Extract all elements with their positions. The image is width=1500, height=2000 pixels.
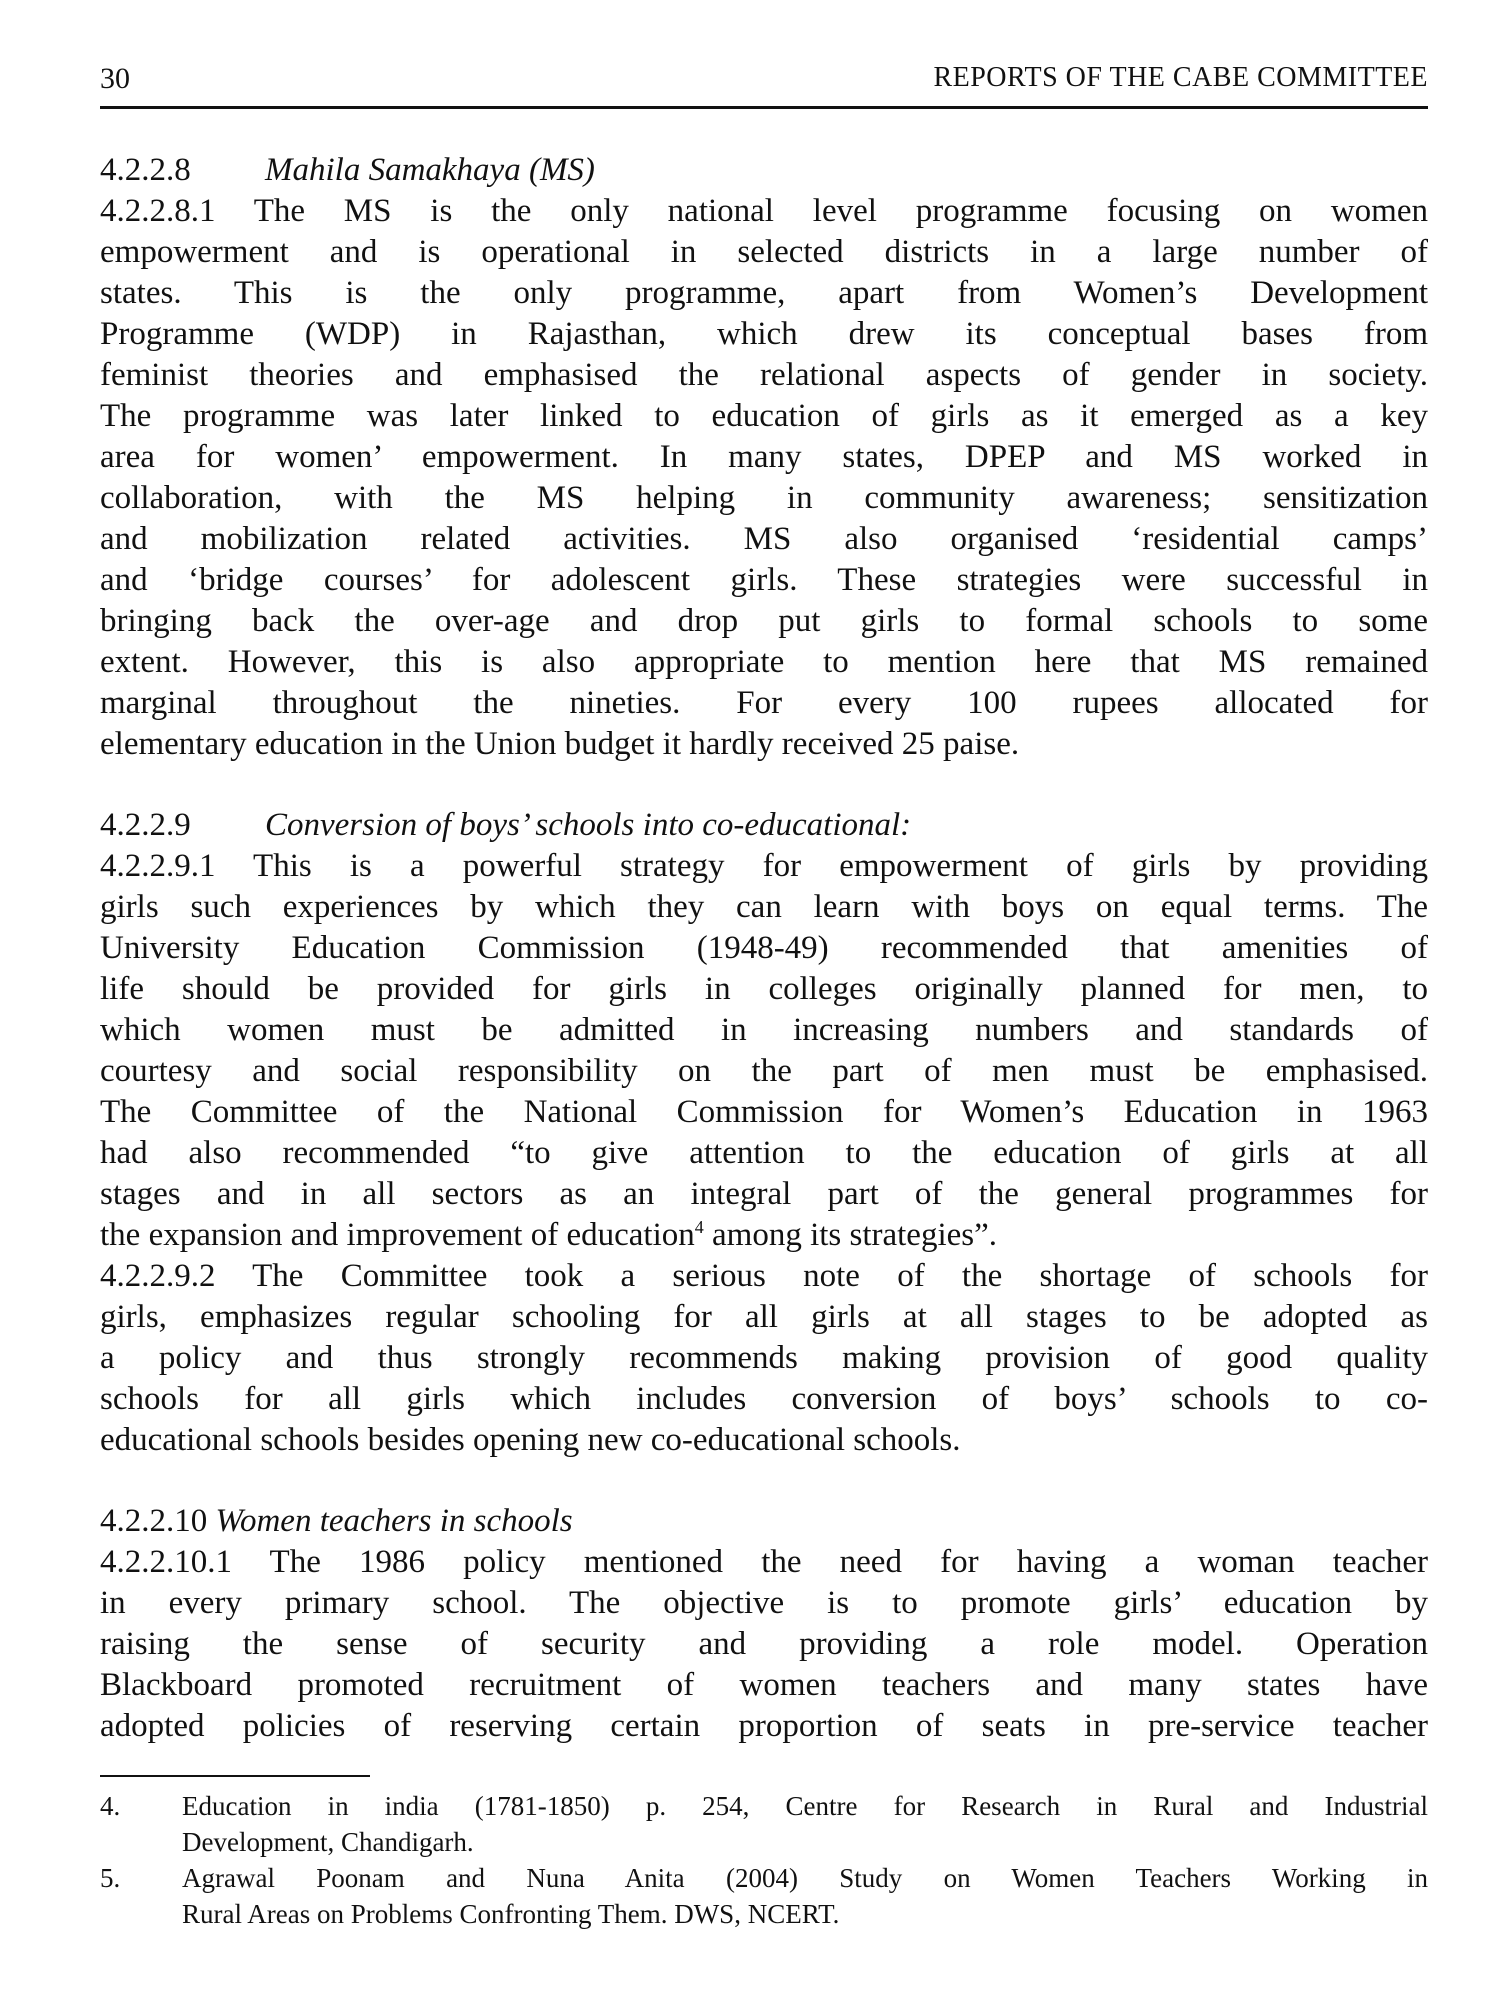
paragraph-line: life should be provided for girls in colleges originally planned for men, to — [100, 971, 1428, 1007]
footnote-number: 4. — [100, 1791, 121, 1821]
footnote-divider — [100, 1775, 370, 1777]
section-heading-4-2-2-9 — [100, 805, 1428, 846]
line-text: the expansion and improvement of education — [100, 1217, 695, 1253]
paragraph-line: marginal throughout the nineties. For every 100 rupees allocated for — [100, 685, 1428, 721]
paragraph-line: The Committee of the National Commission for Women’s Education in 1963 — [100, 1094, 1428, 1130]
paragraph-line: feminist theories and emphasised the relational aspects of gender in society. — [100, 357, 1428, 393]
paragraph-line: 4.2.2.9.1 This is a powerful strategy for empowerment of girls by providing — [100, 848, 1428, 884]
section-heading-4-2-2-10 — [100, 1501, 1428, 1542]
paragraph-line: courtesy and social responsibility on the part of men must be emphasised. — [100, 1053, 1428, 1089]
footnote-4 — [100, 1788, 1428, 1860]
section-number: 4.2.2.10 — [100, 1503, 208, 1539]
paragraph-line: Blackboard promoted recruitment of women teachers and many states have — [100, 1667, 1428, 1703]
paragraph-line-with-footnote — [100, 1215, 1428, 1256]
paragraph-line: had also recommended “to give attention to the education of girls at all — [100, 1135, 1428, 1171]
paragraph-line: University Education Commission (1948-49) recommended that amenities of — [100, 930, 1428, 966]
footnote-line: Education in india (1781-1850) p. 254, Centre for Research in Rural and Industrial — [182, 1791, 1428, 1821]
paragraph-line: bringing back the over-age and drop put girls to formal schools to some — [100, 603, 1428, 639]
paragraph-line: 4.2.2.10.1 The 1986 policy mentioned the need for having a woman teacher — [100, 1544, 1428, 1580]
paragraph-line: schools for all girls which includes conversion of boys’ schools to co- — [100, 1381, 1428, 1417]
line-text: among its strategies”. — [703, 1217, 998, 1253]
paragraph-line: 4.2.2.8.1 The MS is the only national level programme focusing on women — [100, 193, 1428, 229]
paragraph-line: empowerment and is operational in selected districts in a large number of — [100, 234, 1428, 270]
paragraph-line: The programme was later linked to education of girls as it emerged as a key — [100, 398, 1428, 434]
paragraph-line: a policy and thus strongly recommends making provision of good quality — [100, 1340, 1428, 1376]
footnote-line: Development, Chandigarh. — [182, 1827, 474, 1857]
paragraph-line: in every primary school. The objective is to promote girls’ education by — [100, 1585, 1428, 1621]
section-title: Women teachers in schools — [215, 1503, 573, 1539]
footnote-line: Rural Areas on Problems Confronting Them. DWS, NCERT. — [182, 1899, 840, 1929]
section-heading-4-2-2-8 — [100, 150, 1428, 191]
paragraph-line: collaboration, with the MS helping in community awareness; sensitization — [100, 480, 1428, 516]
paragraph-line: educational schools besides opening new co-educational schools. — [100, 1422, 961, 1458]
paragraph-line: 4.2.2.9.2 The Committee took a serious note of the shortage of schools for — [100, 1258, 1428, 1294]
section-number: 4.2.2.8 — [100, 152, 191, 188]
paragraph-line: girls, emphasizes regular schooling for all girls at all stages to be adopted as — [100, 1299, 1428, 1335]
paragraph-line: and ‘bridge courses’ for adolescent girls. These strategies were successful in — [100, 562, 1428, 598]
footnote-number: 5. — [100, 1863, 121, 1893]
footnote-ref-4[interactable]: 4 — [694, 1217, 704, 1237]
footnote-line: Agrawal Poonam and Nuna Anita (2004) Study on Women Teachers Working in — [182, 1863, 1428, 1893]
running-title: REPORTS OF THE CABE COMMITTEE — [933, 62, 1428, 93]
paragraph-line: which women must be admitted in increasing numbers and standards of — [100, 1012, 1428, 1048]
paragraph-line: elementary education in the Union budget it hardly received 25 paise. — [100, 726, 1020, 762]
body-text — [100, 150, 1428, 1747]
paragraph-line: Programme (WDP) in Rajasthan, which drew its conceptual bases from — [100, 316, 1428, 352]
section-title: Conversion of boys’ schools into co-educational: — [265, 807, 912, 843]
running-header — [100, 62, 1428, 109]
paragraph-line: girls such experiences by which they can learn with boys on equal terms. The — [100, 889, 1428, 925]
paragraph-line: stages and in all sectors as an integral part of the general programmes for — [100, 1176, 1428, 1212]
footnote-5 — [100, 1860, 1428, 1932]
paragraph-line: extent. However, this is also appropriate to mention here that MS remained — [100, 644, 1428, 680]
paragraph-line: area for women’ empowerment. In many states, DPEP and MS worked in — [100, 439, 1428, 475]
paragraph-line: adopted policies of reserving certain proportion of seats in pre-service teacher — [100, 1708, 1428, 1744]
paragraph-line: raising the sense of security and providing a role model. Operation — [100, 1626, 1428, 1662]
paragraph-line: and mobilization related activities. MS also organised ‘residential camps’ — [100, 521, 1428, 557]
page-number: 30 — [100, 62, 130, 95]
paragraph-line: states. This is the only programme, apart from Women’s Development — [100, 275, 1428, 311]
section-title: Mahila Samakhaya (MS) — [265, 152, 595, 188]
footnotes — [100, 1788, 1428, 1932]
section-number: 4.2.2.9 — [100, 807, 191, 843]
